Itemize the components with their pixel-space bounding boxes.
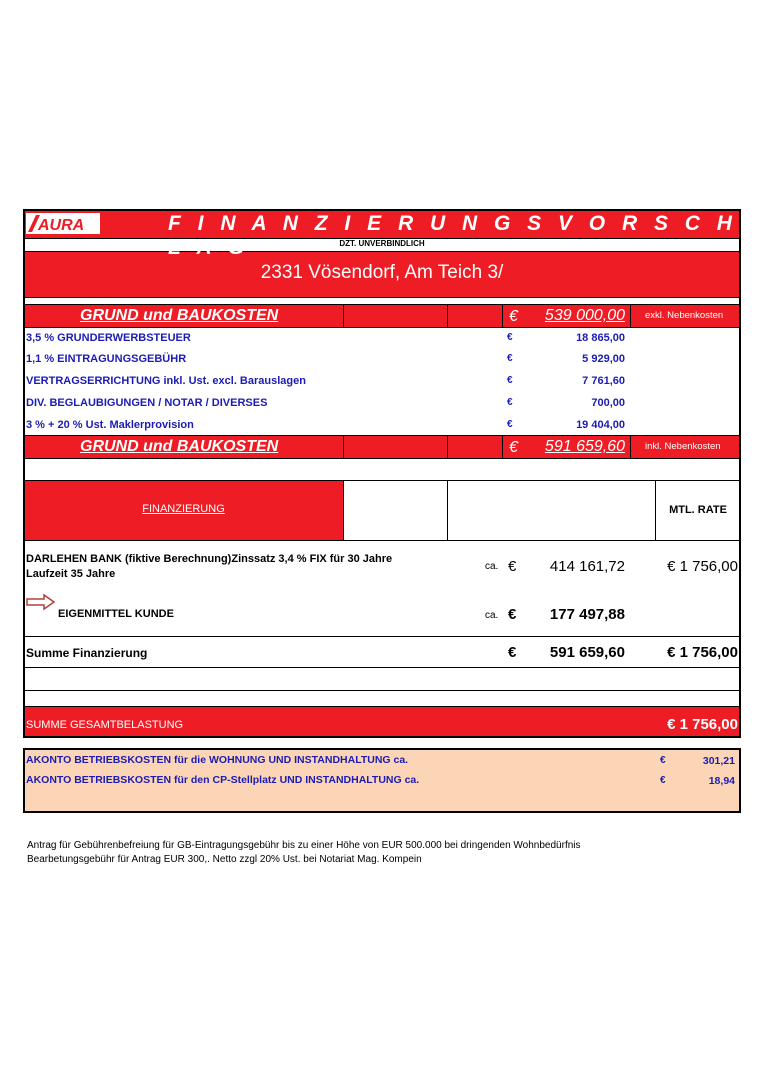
divider <box>24 435 740 436</box>
col-divider <box>343 481 344 540</box>
cost-item-amount: 7 761,60 <box>582 375 625 387</box>
col-divider <box>447 305 448 327</box>
address: 2331 Vösendorf, Am Teich 3/ <box>260 262 504 283</box>
cost-item-label: 1,1 % EINTRAGUNGSGEBÜHR <box>26 353 187 365</box>
divider <box>24 636 740 637</box>
cost-item-amount: 700,00 <box>591 397 625 409</box>
col-divider <box>447 481 448 540</box>
divider <box>24 667 740 668</box>
euro-sign: € <box>507 397 513 408</box>
operating-cost-label: AKONTO BETRIEBSKOSTEN für die WOHNUNG UND INSTANDHALTUNG ca. <box>26 754 409 766</box>
financing-header: FINANZIERUNG <box>142 503 225 515</box>
divider <box>24 480 740 481</box>
cost-item-amount: 18 865,00 <box>576 332 625 344</box>
euro-sign: € <box>508 644 517 661</box>
euro-sign: € <box>508 558 517 575</box>
divider <box>24 458 740 459</box>
loan-rate: € 1 756,00 <box>667 558 738 575</box>
operating-cost-amount: 301,21 <box>702 755 735 767</box>
divider <box>24 297 740 298</box>
loan-amount: 414 161,72 <box>549 558 625 575</box>
col-divider <box>447 436 448 458</box>
euro-sign: € <box>508 606 517 623</box>
grand-total-label: SUMME GESAMTBELASTUNG <box>26 719 184 731</box>
approx-label: ca. <box>485 561 499 572</box>
cost-item-label: DIV. BEGLAUBIGUNGEN / NOTAR / DIVERSES <box>26 397 268 409</box>
divider <box>24 540 740 541</box>
col-divider <box>343 305 344 327</box>
total-cost-label: GRUND und BAUKOSTEN <box>80 438 279 455</box>
operating-cost-label: AKONTO BETRIEBSKOSTEN für den CP-Stellplatz UND INSTANDHALTUNG ca. <box>26 774 420 786</box>
subtitle: DZT. UNVERBINDLICH <box>339 239 425 248</box>
arrow-right-icon <box>26 593 56 616</box>
equity-amount: 177 497,88 <box>549 606 625 623</box>
approx-label: ca. <box>485 610 499 621</box>
divider <box>24 690 740 691</box>
operating-cost-amount: 18,94 <box>708 775 735 787</box>
col-divider <box>502 436 503 458</box>
divider <box>24 706 740 707</box>
divider <box>24 749 740 750</box>
cost-item-amount: 19 404,00 <box>576 419 625 431</box>
sum-financing-rate: € 1 756,00 <box>667 644 738 661</box>
divider <box>24 327 740 328</box>
total-cost-amount: 591 659,60 <box>544 438 625 455</box>
sum-financing-label: Summe Finanzierung <box>26 646 148 660</box>
equity-label: EIGENMITTEL KUNDE <box>58 608 174 620</box>
col-divider <box>343 436 344 458</box>
sum-financing-amount: 591 659,60 <box>549 644 625 661</box>
euro-sign: € <box>509 308 518 325</box>
euro-sign: € <box>507 375 513 386</box>
euro-sign: € <box>660 755 666 766</box>
cost-item-amount: 5 929,00 <box>582 353 625 365</box>
footer-line: Antrag für Gebührenbefreiung für GB-Eintragungsgebühr bis zu einer Höhe von EUR 500.000 bei dringenden Wohnbedürfnis <box>27 840 581 851</box>
col-divider <box>630 305 631 327</box>
euro-sign: € <box>509 439 518 456</box>
cost-item-label: 3,5 % GRUNDERWERBSTEUER <box>26 332 191 344</box>
col-divider <box>502 305 503 327</box>
monthly-rate-header: MTL. RATE <box>669 504 727 516</box>
euro-sign: € <box>507 353 513 364</box>
footer-line: Bearbetungsgebühr für Antrag EUR 300,. Netto zzgl 20% Ust. bei Notariat Mag. Kompein <box>27 854 422 865</box>
cost-item-label: 3 % + 20 % Ust. Maklerprovision <box>26 419 194 431</box>
grand-total-rate: € 1 756,00 <box>667 716 738 733</box>
base-cost-note: exkl. Nebenkosten <box>645 310 724 321</box>
divider <box>24 304 740 305</box>
loan-term: Laufzeit 35 Jahre <box>26 568 116 580</box>
base-cost-amount: 539 000,00 <box>544 307 625 324</box>
euro-sign: € <box>507 332 513 343</box>
col-divider <box>630 436 631 458</box>
base-cost-label: GRUND und BAUKOSTEN <box>80 307 279 324</box>
euro-sign: € <box>507 419 513 430</box>
cost-item-label: VERTRAGSERRICHTUNG inkl. Ust. excl. Barauslagen <box>26 375 306 387</box>
footer-notes <box>27 839 581 867</box>
aura-logo <box>26 213 100 234</box>
total-cost-note: inkl. Nebenkosten <box>645 441 721 452</box>
logo-text: AURA <box>38 217 85 234</box>
loan-label: DARLEHEN BANK (fiktive Berechnung)Zinssatz 3,4 % FIX für 30 Jahre <box>26 553 393 565</box>
document-title: F I N A N Z I E R U N G S V O R S C H L A G <box>168 212 738 259</box>
euro-sign: € <box>660 775 666 786</box>
